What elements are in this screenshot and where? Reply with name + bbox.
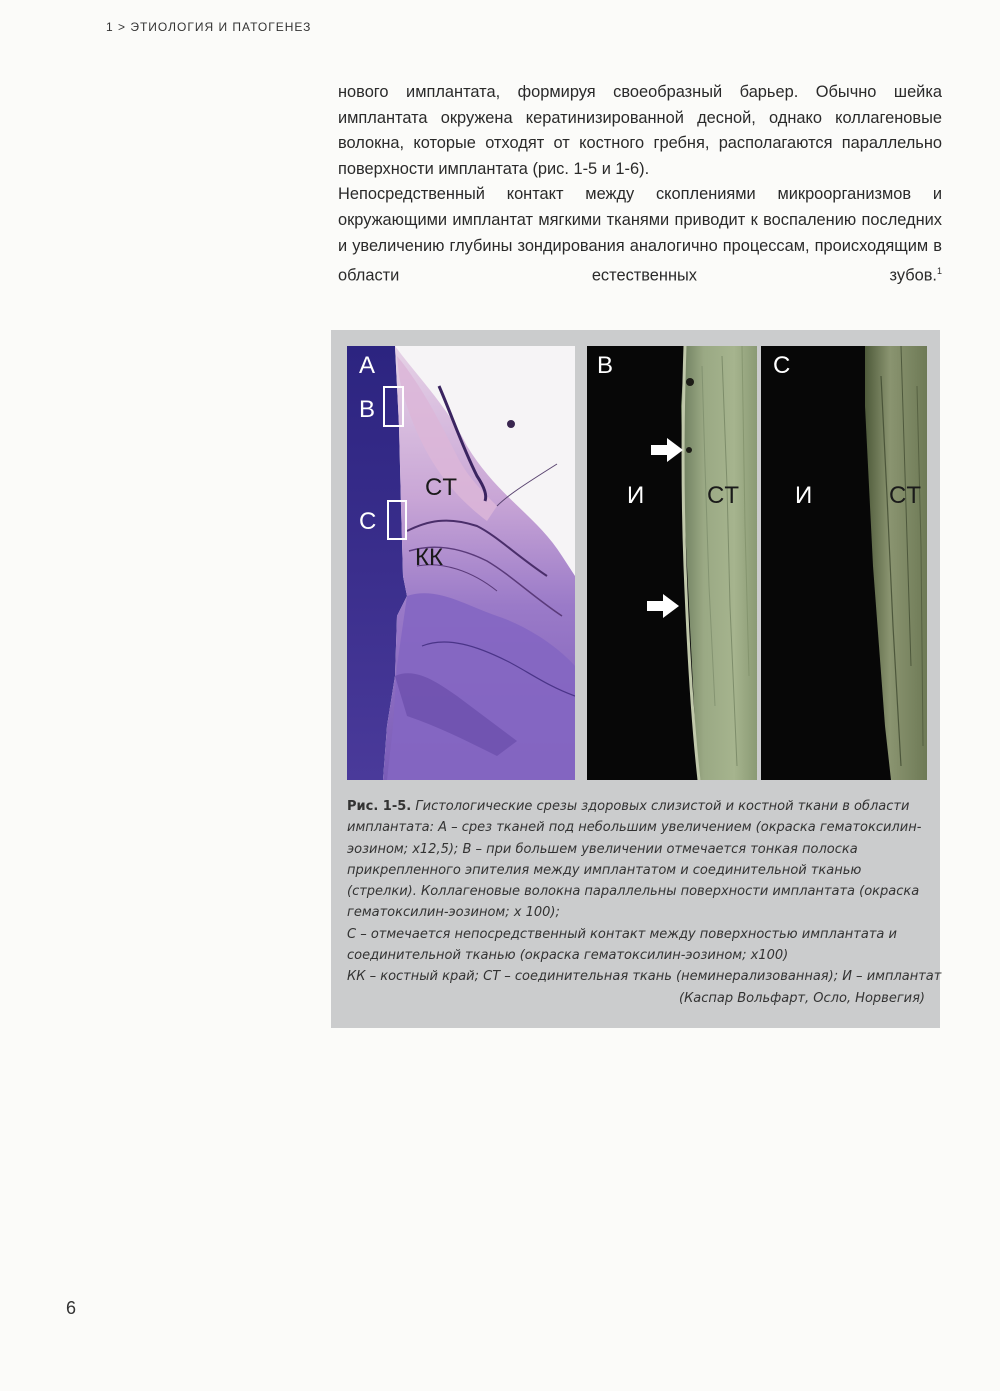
caption-line-4: прикрепленного эпителия между имплантатом и соединительной тканью xyxy=(347,862,862,878)
panel-c-micrograph xyxy=(761,346,927,780)
panel-c-implant-label: И xyxy=(795,482,813,509)
caption-line xyxy=(347,796,925,817)
panel-a-ct-label: CT xyxy=(425,474,457,501)
panel-c-histology-image xyxy=(761,346,927,780)
panel-b-implant-label: И xyxy=(627,482,645,509)
paragraph-2-text: Непосредственный контакт между скоплениями микроорганизмов и окружающими имплантат мягкими тканями приводит к воспалению последних и увеличению глубины зондирования аналогично процессам, происходящим в области естественных зубов. xyxy=(338,185,942,285)
figure-caption xyxy=(347,796,942,1009)
caption-line-9: КК – костный край; СТ – соединительная ткань (неминерализованная); И – имплантат xyxy=(347,969,942,985)
panel-a-letter: A xyxy=(359,352,376,379)
arrow-icon xyxy=(647,594,679,618)
panel-b-histology-image xyxy=(587,346,757,780)
panel-b-letter: B xyxy=(597,352,614,379)
marker-c-label: C xyxy=(359,508,377,535)
body-text xyxy=(338,80,942,289)
page-number: 6 xyxy=(66,1298,77,1318)
caption-line-6: гематоксилин-эозином; х 100); xyxy=(347,905,560,921)
panel-a-kk-label: КК xyxy=(415,544,443,571)
panel-b-micrograph xyxy=(587,346,757,780)
panel-a-micrograph xyxy=(347,346,575,780)
caption-line-1: Гистологические срезы здоровых слизистой и костной ткани в области xyxy=(415,799,910,814)
running-head: 1 > ЭТИОЛОГИЯ И ПАТОГЕНЕЗ xyxy=(106,20,312,34)
marker-b-rectangle xyxy=(383,386,404,427)
caption-line-8: соединительной тканью (окраска гематоксилин-эозином; х100) xyxy=(347,948,789,964)
caption-number: Рис. 1-5. xyxy=(347,799,412,814)
marker-c-rectangle xyxy=(387,500,407,540)
marker-b-label: B xyxy=(359,396,376,423)
caption-line-5: (стрелки). Коллагеновые волокна параллельны поверхности имплантата (окраска xyxy=(347,884,920,900)
caption-line-2: имплантата: А – срез тканей под небольшим увеличением (окраска гематоксилин- xyxy=(347,820,922,836)
panel-b-ct-label: CT xyxy=(707,482,739,509)
caption-line-3: эозином; х12,5); В – при большем увеличении отмечается тонкая полоска xyxy=(347,841,858,857)
panel-a-histology-image xyxy=(347,346,575,780)
paragraph-1: нового имплантата, формируя своеобразный барьер. Обычно шейка имплантата окружена кератинизированной десной, однако коллагеновые волокна, которые отходят от костного гребня, располагаются параллельно поверхности имплантата (рис. 1-5 и 1-6). xyxy=(338,83,942,178)
arrow-icon xyxy=(651,438,683,462)
caption-credit: (Каспар Вольфарт, Осло, Норвегия) xyxy=(679,990,925,1006)
paragraph-2 xyxy=(338,182,942,289)
caption-line-7: С – отмечается непосредственный контакт между поверхностью имплантата и xyxy=(347,926,897,942)
panel-c-letter: C xyxy=(773,352,791,379)
footnote-ref: 1 xyxy=(936,266,942,277)
panel-c-ct-label: CT xyxy=(889,482,921,509)
